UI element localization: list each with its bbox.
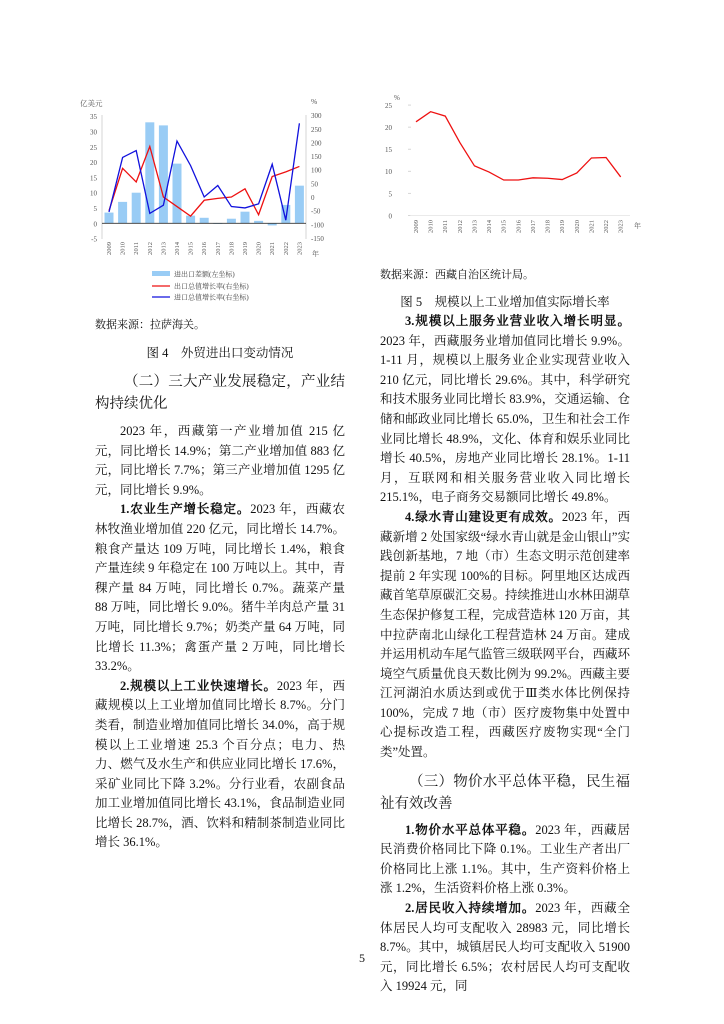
x-tick-label: 2011 (442, 220, 450, 233)
x-tick-label: 2015 (187, 242, 195, 255)
x-tick-label: 2010 (427, 220, 435, 233)
y-tick-label: 0 (388, 212, 392, 221)
bar (200, 218, 209, 224)
paragraph-lead: 4.绿水青山建设更有成效。 (405, 509, 562, 524)
bar (241, 212, 250, 224)
bar (159, 125, 168, 223)
legend-swatch (152, 271, 170, 276)
figure4-source: 数据来源：拉萨海关。 (95, 319, 205, 331)
x-tick-label: 2010 (119, 242, 127, 255)
trade-chart (80, 90, 340, 310)
paragraph (95, 500, 345, 676)
y-tick-label: 25 (385, 102, 392, 111)
y-unit-label: % (394, 94, 400, 102)
x-tick-label: 2016 (515, 220, 523, 233)
left-tick-label: 15 (90, 174, 97, 183)
paragraph-text: 2023 年，西藏全体居民人均可支配收入 28983 元，同比增长 8.7%。其中，城镇居民人均可支配收入 51900 元，同比增长 6.5%；农村居民人均可支配收入 19924 元，同 (380, 901, 630, 994)
figure4-caption: 图 4 外贸进出口变动情况 (146, 346, 294, 360)
bar (295, 186, 304, 224)
left-tick-label: 20 (90, 159, 97, 168)
left-tick-label: 25 (90, 143, 97, 152)
right-unit-label: % (311, 97, 318, 106)
left-unit-label: 亿美元 (80, 99, 103, 108)
bar (132, 193, 141, 224)
left-tick-label: 5 (93, 205, 97, 213)
x-unit-label: 年 (634, 222, 641, 230)
paragraph (380, 312, 630, 508)
x-tick-label: 2009 (106, 242, 113, 255)
paragraph (380, 508, 630, 763)
x-tick-label: 2014 (174, 242, 181, 255)
x-tick-label: 2022 (603, 220, 611, 233)
y-tick-label: 5 (388, 190, 392, 199)
right-tick-label: 200 (311, 139, 322, 148)
y-tick-label: 10 (385, 168, 392, 177)
paragraph (95, 677, 345, 853)
x-unit-label: 年 (312, 250, 319, 258)
paragraph-text: 2023 年，西藏居民消费价格同比下降 0.1%。工业生产者出厂价格同比上涨 1.1%。其中，生产资料价格上涨 1.2%，生活资料价格上涨 0.3%。 (380, 822, 630, 896)
left-tick-label: -5 (91, 235, 97, 244)
right-tick-label: -50 (311, 207, 321, 216)
x-tick-label: 2018 (544, 220, 552, 233)
x-tick-label: 2021 (269, 242, 277, 255)
paragraph-lead: 2.规模以上工业快速增长。 (120, 678, 277, 693)
y-tick-label: 20 (385, 124, 392, 133)
paragraph (380, 821, 630, 899)
paragraph-lead: 2.居民收入持续增加。 (405, 901, 536, 916)
legend-label: 进口总值增长率(右坐标) (174, 293, 249, 302)
x-tick-label: 2014 (486, 220, 494, 233)
x-tick-label: 2013 (160, 242, 168, 255)
bar (105, 213, 114, 224)
paragraph (380, 899, 630, 997)
x-tick-label: 2021 (588, 220, 596, 233)
paragraph-text: 2023 年，西藏新增 2 处国家级“绿水青山就是金山银山”实践创新基地，7 地（市）生态文明示范创建率提前 2 年实现 100%的目标。阿里地区达成西藏首笔草原碳汇交易。持续推进山水林田湖草生态保护修复工程，完成营造林 120 万亩，其中拉萨南北山绿化工程营造林 24 万亩。建成并运用机动车尾气监管三级联网平台，西藏环境空气质量优良天数比例为 99.2%。西藏主要江河湖泊水质达到或优于Ⅲ类水体比例保持 100%，完成 7 地（市）医疗废物集中处置中心提标改造工程，西藏医疗废物实现“全门类”处置。 (380, 509, 631, 760)
bar (118, 202, 127, 223)
x-tick-label: 2023 (617, 220, 625, 233)
paragraph-lead: 1.物价水平总体平稳。 (405, 822, 536, 837)
right-tick-label: 50 (311, 180, 318, 189)
x-tick-label: 2023 (296, 242, 304, 255)
right-column (380, 312, 630, 997)
left-tick-label: 10 (90, 189, 97, 198)
left-tick-label: 35 (90, 113, 97, 122)
right-tick-label: -150 (311, 234, 324, 243)
x-tick-label: 2017 (214, 242, 222, 255)
x-tick-label: 2019 (559, 220, 567, 233)
right-tick-label: 100 (311, 166, 322, 175)
bar (173, 164, 182, 224)
paragraph-text: 2023 年，西藏服务业增加值同比增长 9.9%。1-11 月，规模以上服务业企业实现营业收入 210 亿元，同比增长 29.6%。其中，科学研究和技术服务业同比增长 83.9%，交通运输、仓储和邮政业同比增长 65.0%，卫生和社会工作业同比增长 48.9%，文化、体育和娱乐业同比增长 40.5%，房地产业同比增长 28.1%。1-11 月，互联网和相关服务营业收入同比增长 215.1%，电子商务交易额同比增长 49.8%。 (380, 333, 630, 505)
section-heading-2: （二）三大产业发展稳定，产业结构持续优化 (95, 374, 345, 412)
figure5-caption: 图 5 规模以上工业增加值实际增长率 (400, 295, 610, 309)
x-tick-label: 2020 (255, 242, 263, 255)
left-tick-label: 30 (90, 128, 97, 137)
left-column (95, 371, 345, 853)
x-tick-label: 2016 (201, 242, 209, 255)
series-line (416, 112, 621, 180)
x-tick-label: 2019 (242, 242, 249, 255)
x-tick-label: 2012 (146, 242, 154, 255)
x-tick-label: 2018 (228, 242, 236, 255)
section-heading-3: （三）物价水平总体平稳，民生福祉有效改善 (380, 773, 630, 812)
x-tick-label: 2015 (500, 220, 508, 233)
x-tick-label: 2012 (456, 220, 464, 233)
left-tick-label: 0 (93, 220, 97, 229)
x-tick-label: 2011 (133, 242, 141, 255)
bar (227, 219, 236, 224)
x-tick-label: 2017 (529, 220, 537, 233)
paragraph-lead: 3.规模以上服务业营业收入增长明显。 (405, 314, 630, 328)
legend-label: 出口总值增长率(右坐标) (174, 282, 249, 291)
paragraph-lead: 1.农业生产增长稳定。 (120, 502, 251, 517)
x-tick-label: 2009 (413, 220, 420, 233)
right-tick-label: 300 (311, 112, 322, 121)
paragraph: 2023 年，西藏第一产业增加值 215 亿元，同比增长 14.9%；第二产业增加值 883 亿元，同比增长 7.7%；第三产业增加值 1295 亿元，同比增长 9.9%。 (95, 424, 345, 497)
y-tick-label: 15 (385, 146, 392, 155)
right-tick-label: 0 (311, 194, 315, 202)
right-tick-label: 150 (311, 153, 322, 162)
page-number: 5 (359, 951, 365, 965)
x-tick-label: 2013 (471, 220, 479, 233)
legend-label: 进出口差额(左坐标) (174, 270, 235, 279)
industry-growth-chart (380, 90, 650, 280)
bar (145, 122, 154, 223)
right-tick-label: -100 (311, 221, 324, 230)
x-tick-label: 2022 (282, 242, 290, 255)
paragraph-text: 2023 年，西藏农林牧渔业增加值 220 亿元，同比增长 14.7%。粮食产量达 109 万吨，同比增长 1.4%，粮食产量连续 9 年稳定在 100 万吨以上。其中，青稞产量 84 万吨，同比增长 0.7%。蔬菜产量 88 万吨，同比增长 9.0%。猪牛羊肉总产量 31 万吨，同比增长 9.7%；奶类产量 64 万吨，同比增长 11.3%；禽蛋产量 2 万吨，同比增长 33.2%。 (95, 502, 346, 674)
right-tick-label: 250 (311, 125, 322, 134)
paragraph-text: 2023 年，西藏规模以上工业增加值同比增长 8.7%。分门类看，制造业增加值同比增长 34.0%，高于规模以上工业增速 25.3 个百分点；电力、热力、燃气及水生产和供应业同比增长 17.6%，采矿业同比下降 3.2%。分行业看，农副食品加工业增加值同比增长 43.1%，食品制造业同比增长 28.7%，酒、饮料和精制茶制造业同比增长 36.1%。 (95, 678, 345, 850)
figure5-source: 数据来源：西藏自治区统计局。 (380, 269, 534, 281)
x-tick-label: 2020 (573, 220, 581, 233)
